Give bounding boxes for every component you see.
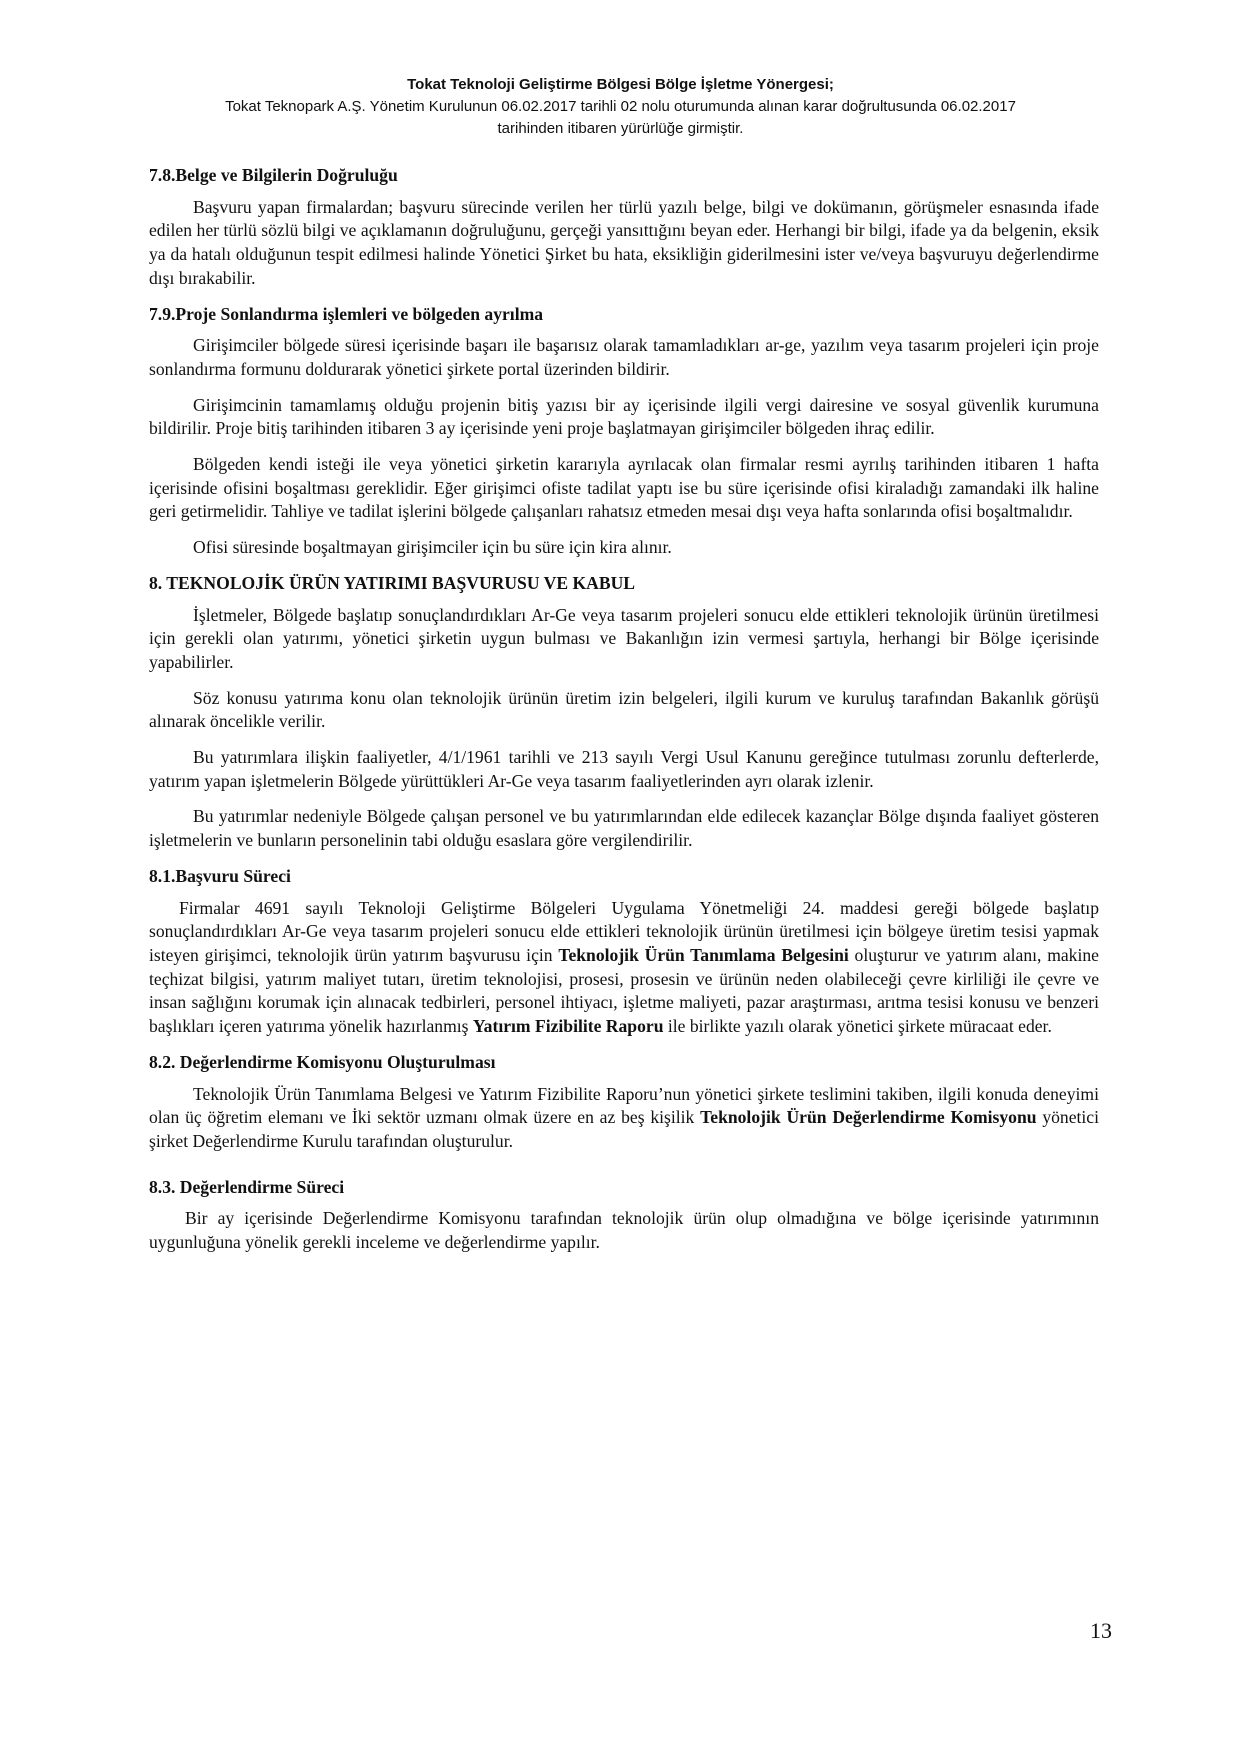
bold-term: Teknolojik Ürün Tanımlama Belgesini [558, 944, 849, 965]
section-heading-7-8: 7.8.Belge ve Bilgilerin Doğruluğu [149, 165, 398, 185]
paragraph: İşletmeler, Bölgede başlatıp sonuçlandırdıkları Ar-Ge veya tasarım projeleri sonucu elde ettikleri teknolojik ürünün üretilmesi için gerekli olan yatırımı, yönetici şirketin uygun bulması ve Bakanlığın izin vermesi şartıyla, herhangi bir Bölge içerisinde yapabilirler. [149, 604, 1099, 672]
paragraph: Girişimcinin tamamlamış olduğu projenin bitiş yazısı bir ay içerisinde ilgili vergi dairesine ve sosyal güvenlik kurumuna bildirilir. Proje bitiş tarihinden itibaren 3 ay içerisinde yeni proje başlatmayan girişimciler bölgeden ihraç edilir. [149, 394, 1099, 439]
spacer [149, 1166, 1099, 1176]
bold-term: Yatırım Fizibilite Raporu [472, 1016, 664, 1037]
bold-term: Teknolojik Ürün Değerlendirme Komisyonu [700, 1107, 1037, 1128]
paragraph [149, 1083, 1099, 1154]
header-subtitle-cont: tarihinden itibaren yürürlüğe girmiştir. [497, 120, 744, 137]
paragraph: Başvuru yapan firmalardan; başvuru sürecinde verilen her türlü yazılı belge, bilgi ve dokümanın, görüşmeler esnasında ifade edilen her türlü sözlü bilgi ve açıklamanın doğruluğunu, gerçeği yansıttığını beyan eder. Herhangi bir bilgi, ifade ya da belgenin, eksik ya da hatalı olduğunun tespit edilmesi halinde Yönetici Şirket bu hata, eksikliğin giderilmesini ister ve/veya başvuruyu değerlendirme dışı bırakabilir. [149, 196, 1099, 288]
section-heading-8-2: 8.2. Değerlendirme Komisyonu Oluşturulması [149, 1051, 496, 1072]
page-number: 13 [1090, 1618, 1112, 1643]
text-run: yönetici şirket Değerlendirme Kurulu tarafından oluşturulur. [149, 1107, 1100, 1151]
paragraph: Bir ay içerisinde Değerlendirme Komisyonu tarafından teknolojik ürün olup olmadığına ve bölge içerisinde yatırımının uygunluğuna yönelik gerekli inceleme ve değerlendirme yapılır. [149, 1208, 1099, 1253]
paragraph: Bu yatırımlar nedeniyle Bölgede çalışan personel ve bu yatırımlarından elde edilecek kazançlar Bölge dışında faaliyet gösteren işletmelerin ve bunların personelinin tabi olduğu esaslara göre vergilendirilir. [149, 806, 1099, 851]
text-run: oluşturur ve yatırım alanı, makine teçhizat bilgisi, yatırım maliyet tutarı, üretim teknolojisi, prosesi, prosesin ve ürünün neden olabileceği çevre kirliliği ile çevre ve insan sağlığını korumak için alınacak tedbirleri, personel ihtiyacı, işletme maliyeti, pazar araştırması, arıtma tesisi konusu ve benzeri başlıkları içeren yatırıma yönelik hazırlanmış [149, 944, 1099, 1037]
section-heading-7-9: 7.9.Proje Sonlandırma işlemleri ve bölgeden ayrılma [149, 303, 544, 324]
paragraph: Bölgeden kendi isteği ile veya yönetici şirketin kararıyla ayrılacak olan firmalar resmi ayrılış tarihinden itibaren 1 hafta içerisinde ofisini boşaltması gereklidir. Eğer girişimci ofiste tadilat yaptı ise bu süre içerisinde ofisi kiraladığı zamandaki ilk haline geri getirmelidir. Tahliye ve tadilat işlerini bölgede çalışanları rahatsız etmeden mesai dışı veya hafta sonlarında ofisi boşaltmalıdır. [149, 454, 1099, 522]
section-heading-8-3: 8.3. Değerlendirme Süreci [149, 1176, 345, 1197]
document-body [149, 164, 1099, 1267]
page-header [120, 74, 1121, 140]
section-heading-8-1: 8.1.Başvuru Süreci [149, 865, 291, 886]
paragraph: Söz konusu yatırıma konu olan teknolojik ürünün üretim izin belgeleri, ilgili kurum ve kuruluş tarafından Bakanlık görüşü alınarak öncelikle verilir. [149, 687, 1099, 732]
text-run: Teknolojik Ürün Tanımlama Belgesi ve Yatırım Fizibilite Raporu’nun yönetici şirkete teslimini takiben, ilgili konuda deneyimi olan üç öğretim elemanı ve İki sektör uzmanı olmak üzere en az beş kişilik [149, 1083, 1099, 1128]
header-title: Tokat Teknoloji Geliştirme Bölgesi Bölge İşletme Yönergesi; [407, 76, 834, 93]
section-heading-8: 8. TEKNOLOJİK ÜRÜN YATIRIMI BAŞVURUSU VE KABUL [149, 572, 636, 593]
header-subtitle: Tokat Teknopark A.Ş. Yönetim Kurulunun 06.02.2017 tarihli 02 nolu oturumunda alınan karar doğrultusunda 06.02.2017 [225, 98, 1016, 115]
paragraph: Ofisi süresinde boşaltmayan girişimciler için bu süre için kira alınır. [193, 537, 672, 558]
text-run: Firmalar 4691 sayılı Teknoloji Geliştirme Bölgeleri Uygulama Yönetmeliği 24. maddesi gereği bölgede başlatıp sonuçlandırdıkları Ar-Ge veya tasarım projeleri sonucu elde ettikleri teknolojik ürünün üretilmesi için bölgeye üretim tesisi yapmak isteyen girişimci, teknolojik ürün yatırım başvurusu için [149, 897, 1099, 965]
text-run: ile birlikte yazılı olarak yönetici şirkete müracaat eder. [663, 1016, 1052, 1037]
paragraph: Bu yatırımlara ilişkin faaliyetler, 4/1/1961 tarihli ve 213 sayılı Vergi Usul Kanunu gereğince tutulması zorunlu defterlerde, yatırım yapan işletmelerin Bölgede yürüttükleri Ar-Ge veya tasarım faaliyetlerinden ayrı olarak izlenir. [149, 747, 1099, 791]
paragraph [149, 897, 1099, 1039]
paragraph: Girişimciler bölgede süresi içerisinde başarı ile başarısız olarak tamamladıkları ar-ge, yazılım veya tasarım projeleri için proje sonlandırma formunu doldurarak yönetici şirkete portal üzerinden bildirir. [149, 335, 1099, 379]
